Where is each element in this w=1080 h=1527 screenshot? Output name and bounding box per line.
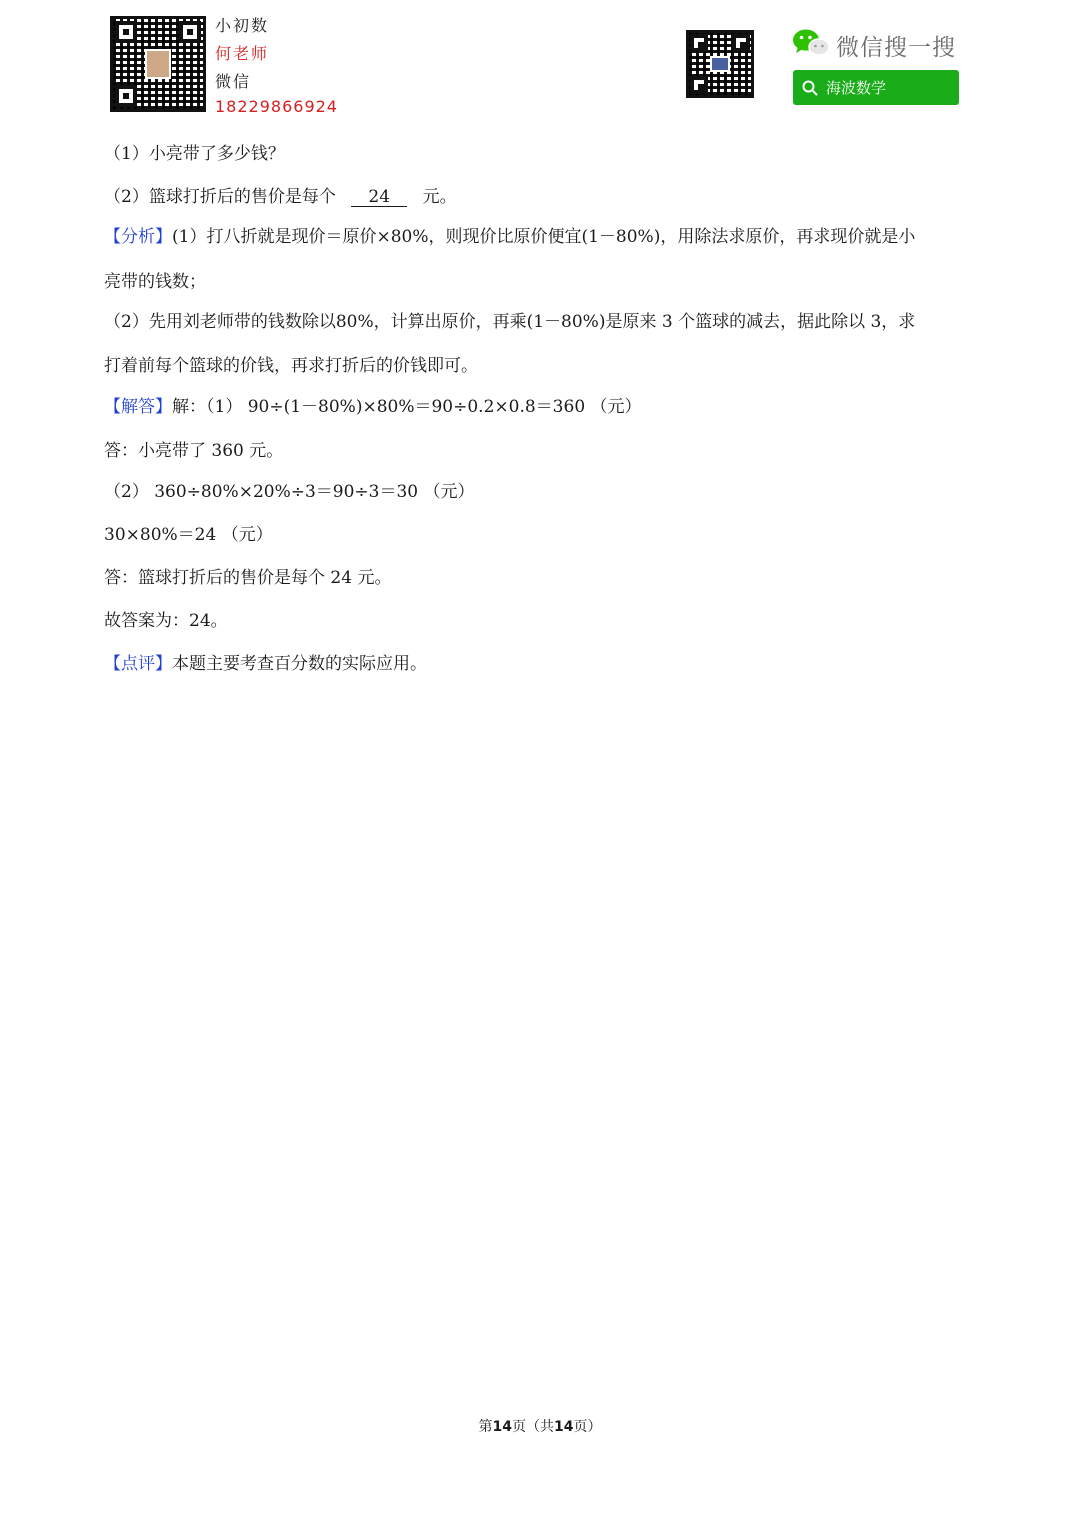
analysis-line-1 (104, 222, 915, 247)
answer-tag: 【解答】 (104, 397, 172, 417)
analysis-line-3: （2）先用刘老师带的钱数除以80%，计算出原价，再乘(1－80%)是原来 3 个篮球的减去，据此除以 3，求 (104, 312, 916, 332)
analysis-text-1: (1）打八折就是现价＝原价×80%，则现价比原价便宜(1－80%)，用除法求原价，再求现价就是小 (172, 227, 916, 247)
comment-text: 本题主要考查百分数的实际应用。 (172, 654, 427, 674)
analysis-line-4: 打着前每个篮球的价钱，再求打折后的价钱即可。 (104, 356, 478, 376)
answer-conclusion-2: 答：篮球打折后的售价是每个 24 元。 (104, 568, 392, 588)
answer-text-1: 解：（1） 90÷(1－80%)×80%＝90÷0.2×0.8＝360 （元） (172, 397, 642, 417)
footer-page-current: 14 (492, 1419, 512, 1435)
footer-page-total: 14 (554, 1419, 574, 1435)
header-line-3: 微信 (215, 72, 252, 91)
analysis-tag: 【分析】 (104, 227, 172, 247)
comment-tag: 【点评】 (104, 654, 172, 674)
wechat-search-button-label: 海波数学 (826, 79, 887, 97)
answer-blank: 24 (351, 188, 407, 207)
comment-line (104, 649, 427, 674)
footer-suffix: 页） (573, 1419, 602, 1435)
header-phone: 18229866924 (215, 97, 338, 116)
analysis-line-2: 亮带的钱数； (104, 272, 206, 292)
question-1: （1）小亮带了多少钱？ (104, 144, 285, 164)
question-2-suffix: 元。 (422, 187, 457, 207)
search-icon (802, 80, 818, 96)
final-answer: 故答案为：24。 (104, 611, 228, 631)
wechat-logo-icon (792, 28, 830, 58)
answer-line-2: （2） 360÷80%×20%÷3＝90÷3＝30 （元） (104, 482, 475, 502)
page-footer (0, 1416, 1080, 1436)
qr-code-teacher (110, 16, 206, 112)
question-2 (104, 182, 457, 207)
footer-mid: 页（共 (512, 1419, 554, 1435)
answer-conclusion-1: 答：小亮带了 360 元。 (104, 441, 284, 461)
wechat-search-title: 微信搜一搜 (836, 35, 956, 61)
header-line-1: 小初数 (215, 16, 270, 35)
answer-line-1 (104, 392, 642, 417)
qr-code-wechat (686, 30, 754, 98)
footer-prefix: 第 (478, 1419, 493, 1435)
header-line-2: 何老师 (215, 44, 270, 63)
question-2-prefix: （2）篮球打折后的售价是每个 (104, 187, 336, 207)
answer-line-3: 30×80%＝24 （元） (104, 525, 273, 545)
wechat-search-button[interactable] (793, 70, 959, 105)
